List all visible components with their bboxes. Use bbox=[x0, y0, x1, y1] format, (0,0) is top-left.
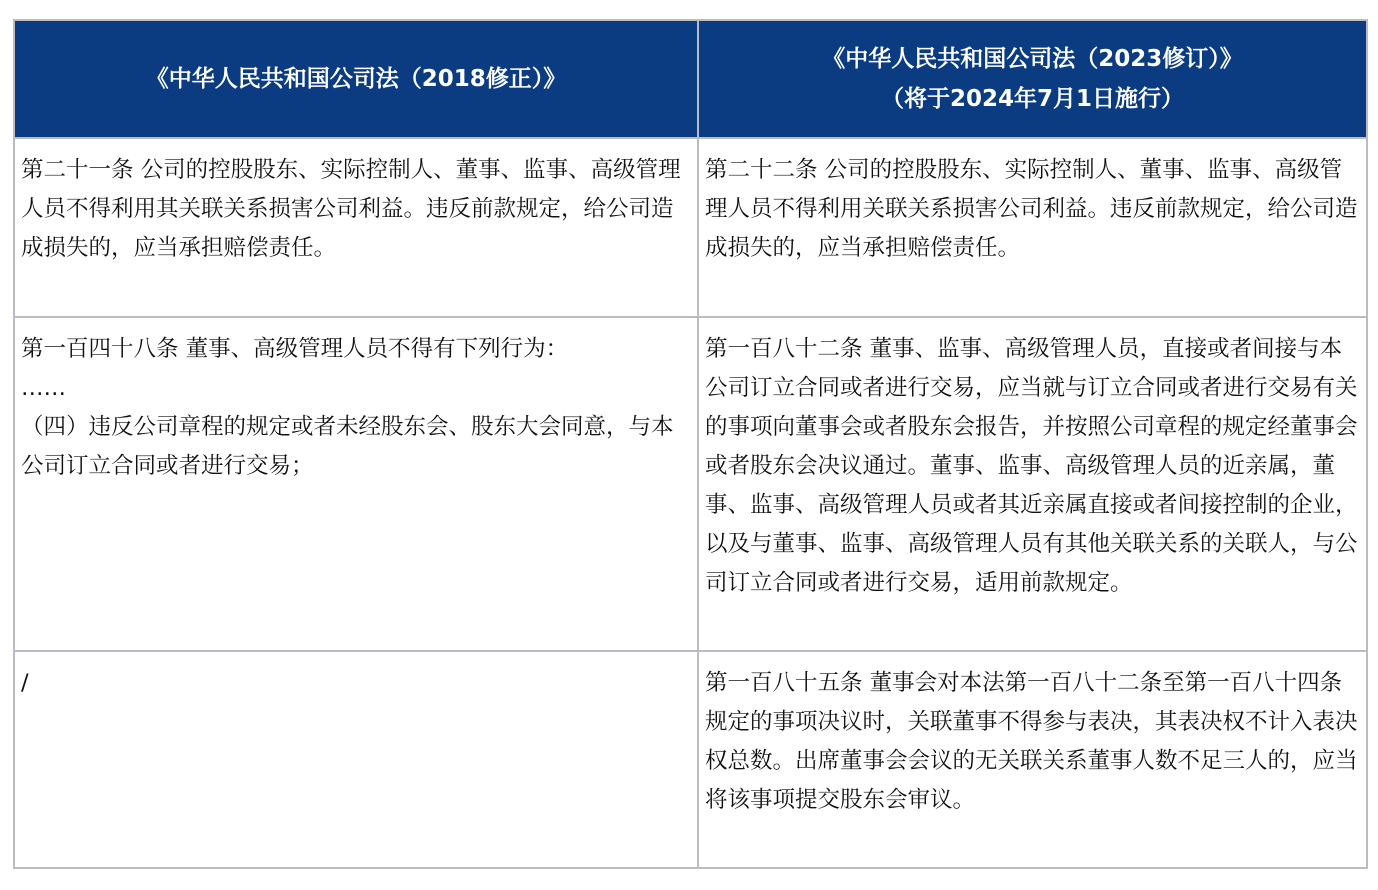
old-law-text: （四）违反公司章程的规定或者未经股东会、股东大会同意，与本公司订立合同或者进行交易； bbox=[21, 414, 674, 479]
table-row bbox=[14, 138, 1367, 317]
new-law-text: 第一百八十二条 董事、监事、高级管理人员，直接或者间接与本公司订立合同或者进行交易，应当就与订立合同或者进行交易有关的事项向董事会或者股东会报告，并按照公司章程的规定经董事会或者股东会决议通过。董事、监事、高级管理人员的近亲属，董事、监事、高级管理人员或者其近亲属直接或者间接控制的企业，以及与董事、监事、高级管理人员有其他关联关系的关联人，与公司订立合同或者进行交易，适用前款规定。 bbox=[705, 336, 1358, 596]
new-law-cell bbox=[698, 317, 1367, 651]
old-law-ellipsis: …… bbox=[21, 375, 66, 401]
law-comparison-table bbox=[13, 19, 1368, 869]
old-law-text: 第二十一条 公司的控股股东、实际控制人、董事、监事、高级管理人员不得利用其关联关系损害公司利益。违反前款规定，给公司造成损失的，应当承担赔偿责任。 bbox=[21, 157, 681, 261]
table-row bbox=[14, 317, 1367, 651]
new-law-cell bbox=[698, 138, 1367, 317]
left-column-title: 《中华人民共和国公司法（2018修正）》 bbox=[145, 66, 567, 92]
new-law-cell bbox=[698, 651, 1367, 868]
header-row bbox=[14, 20, 1367, 138]
header-left-cell bbox=[14, 20, 698, 138]
old-law-cell bbox=[14, 651, 698, 868]
old-law-cell bbox=[14, 138, 698, 317]
right-column-subtitle: （将于2024年7月1日施行） bbox=[880, 86, 1185, 112]
new-law-text: 第一百八十五条 董事会对本法第一百八十二条至第一百八十四条规定的事项决议时，关联董事不得参与表决，其表决权不计入表决权总数。出席董事会会议的无关联关系董事人数不足三人的，应当将该事项提交股东会审议。 bbox=[705, 670, 1358, 813]
new-law-text: 第二十二条 公司的控股股东、实际控制人、董事、监事、高级管理人员不得利用关联关系损害公司利益。违反前款规定，给公司造成损失的，应当承担赔偿责任。 bbox=[705, 157, 1358, 261]
right-column-title: 《中华人民共和国公司法（2023修订）》 bbox=[822, 46, 1243, 72]
table-row bbox=[14, 651, 1367, 868]
old-law-text: / bbox=[21, 670, 29, 696]
old-law-cell bbox=[14, 317, 698, 651]
header-right-cell bbox=[698, 20, 1367, 138]
old-law-text: 第一百四十八条 董事、高级管理人员不得有下列行为： bbox=[21, 336, 569, 362]
